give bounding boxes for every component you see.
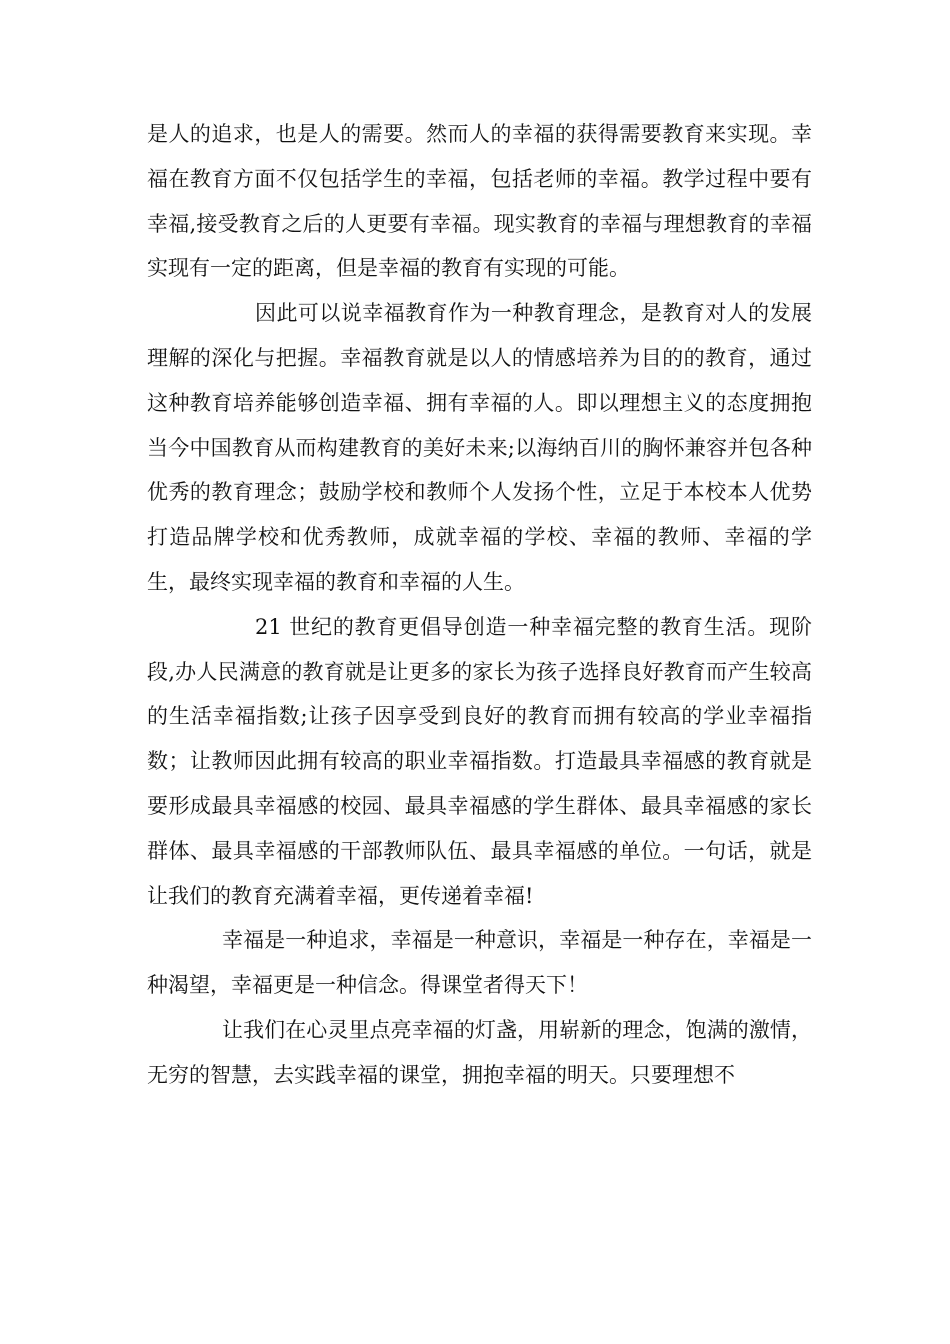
paragraph-light-the-lamp: 让我们在心灵里点亮幸福的灯盏，用崭新的理念，饱满的激情，无穷的智慧，去实践幸福的课堂，拥抱幸福的明天。只要理想不 xyxy=(147,1017,812,1087)
body-text xyxy=(147,112,812,1098)
paragraph-happiness-education-concept: 因此可以说幸福教育作为一种教育理念，是教育对人的发展理解的深化与把握。幸福教育就是以人的情感培养为目的的教育，通过这种教育培养能够创造幸福、拥有幸福的人。即以理想主义的态度拥抱当今中国教育从而构建教育的美好未来;以海纳百川的胸怀兼容并包各种优秀的教育理念；鼓励学校和教师个人发扬个性，立足于本校本人优势打造品牌学校和优秀教师，成就幸福的学校、幸福的教师、幸福的学生，最终实现幸福的教育和幸福的人生。 xyxy=(147,301,812,594)
paragraph-continuation: 是人的追求，也是人的需要。然而人的幸福的获得需要教育来实现。幸福在教育方面不仅包括学生的幸福，包括老师的幸福。教学过程中要有幸福,接受教育之后的人更要有幸福。现实教育的幸福与理想教育的幸福实现有一定的距离，但是幸福的教育有实现的可能。 xyxy=(147,122,812,281)
paragraph-happiness-is-pursuit: 幸福是一种追求，幸福是一种意识，幸福是一种存在，幸福是一种渴望，幸福更是一种信念。得课堂者得天下！ xyxy=(147,928,812,998)
paragraph-21st-century-education: 21 世纪的教育更倡导创造一种幸福完整的教育生活。现阶段,办人民满意的教育就是让更多的家长为孩子选择良好教育而产生较高的生活幸福指数;让孩子因享受到良好的教育而拥有较高的学业幸福指数；让教师因此拥有较高的职业幸福指数。打造最具幸福感的教育就是要形成最具幸福感的校园、最具幸福感的学生群体、最具幸福感的家长群体、最具幸福感的干部教师队伍、最具幸福感的单位。一句话，就是让我们的教育充满着幸福，更传递着幸福! xyxy=(147,614,812,908)
